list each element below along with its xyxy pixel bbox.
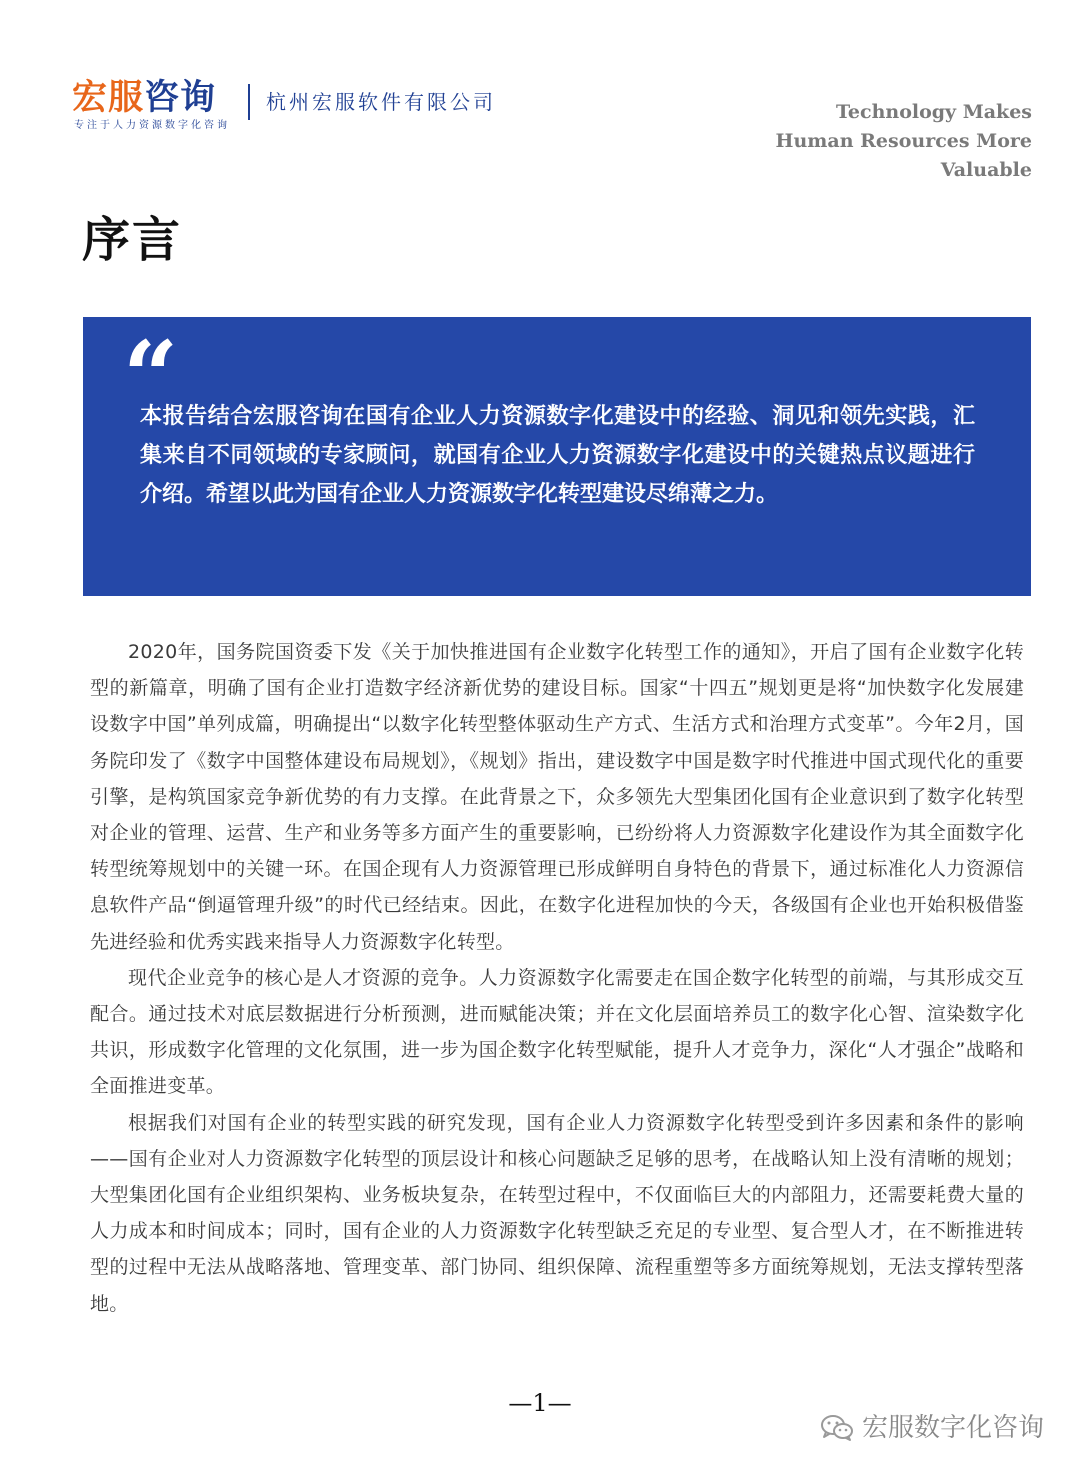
logo-text-accent: 宏服 [72,78,145,118]
slogan-line: Valuable [940,159,1032,181]
quote-mark-icon: “ [123,320,179,433]
slogan-line: Technology Makes [835,101,1032,123]
company-name: 杭州宏服软件有限公司 [266,90,496,114]
logo-tagline: 专注于人力资源数字化咨询 [74,120,230,131]
page-number: —1— [508,1389,572,1417]
body-paragraph: 根据我们对国有企业的转型实践的研究发现，国有企业人力资源数字化转型受到许多因素和条件的影响——国有企业对人力资源数字化转型的顶层设计和核心问题缺乏足够的思考，在战略认知上没有清晰的规划；大型集团化国有企业组织架构、业务板块复杂，在转型过程中，不仅面临巨大的内部阻力，还需要耗费大量的人力成本和时间成本；同时，国有企业的人力资源数字化转型缺乏充足的专业型、复合型人才，在不断推进转型的过程中无法从战略落地、管理变革、部门协同、组织保障、流程重塑等多方面统筹规划，无法支撑转型落地。 [90,1111,1024,1315]
company-logo [72,78,216,118]
watermark [820,1408,1044,1448]
slogan-line: Human Resources More [775,130,1032,152]
logo-text-dark: 咨询 [144,78,217,118]
quote-text: 本报告结合宏服咨询在国有企业人力资源数字化建设中的经验、洞见和领先实践，汇集来自不同领域的专家顾问，就国有企业人力资源数字化建设中的关键热点议题进行介绍。希望以此为国有企业人力资源数字化转型建设尽绵薄之力。 [140,403,975,507]
header-divider [248,84,250,120]
wechat-icon [820,1414,854,1442]
page-title: 序言 [82,212,183,268]
body-paragraph: 现代企业竞争的核心是人才资源的竞争。人力资源数字化需要走在国企数字化转型的前端，与其形成交互配合。通过技术对底层数据进行分析预测，进而赋能决策；并在文化层面培养员工的数字化心智、渲染数字化共识，形成数字化管理的文化氛围，进一步为国企数字化转型赋能，提升人才竞争力，深化“人才强企”战略和全面推进变革。 [90,966,1024,1098]
body-paragraph: 2020年，国务院国资委下发《关于加快推进国有企业数字化转型工作的通知》，开启了国有企业数字化转型的新篇章，明确了国有企业打造数字经济新优势的建设目标。国家“十四五”规划更是将“加快数字化发展建设数字中国”单列成篇，明确提出“以数字化转型整体驱动生产方式、生活方式和治理方式变革”。今年2月，国务院印发了《数字中国整体建设布局规划》，《规划》指出，建设数字中国是数字时代推进中国式现代化的重要引擎，是构筑国家竞争新优势的有力支撑。在此背景之下，众多领先大型集团化国有企业意识到了数字化转型对企业的管理、运营、生产和业务等多方面产生的重要影响，已纷纷将人力资源数字化建设作为其全面数字化转型统筹规划中的关键一环。在国企现有人力资源管理已形成鲜明自身特色的背景下，通过标准化人力资源信息软件产品“倒逼管理升级”的时代已经结束。因此，在数字化进程加快的今天，各级国有企业也开始积极借鉴先进经验和优秀实践来指导人力资源数字化转型。 [90,641,1024,953]
quote-box [83,317,1031,596]
slogan [732,98,1032,185]
body-text [90,634,1024,1322]
watermark-label: 宏服数字化咨询 [861,1413,1044,1443]
